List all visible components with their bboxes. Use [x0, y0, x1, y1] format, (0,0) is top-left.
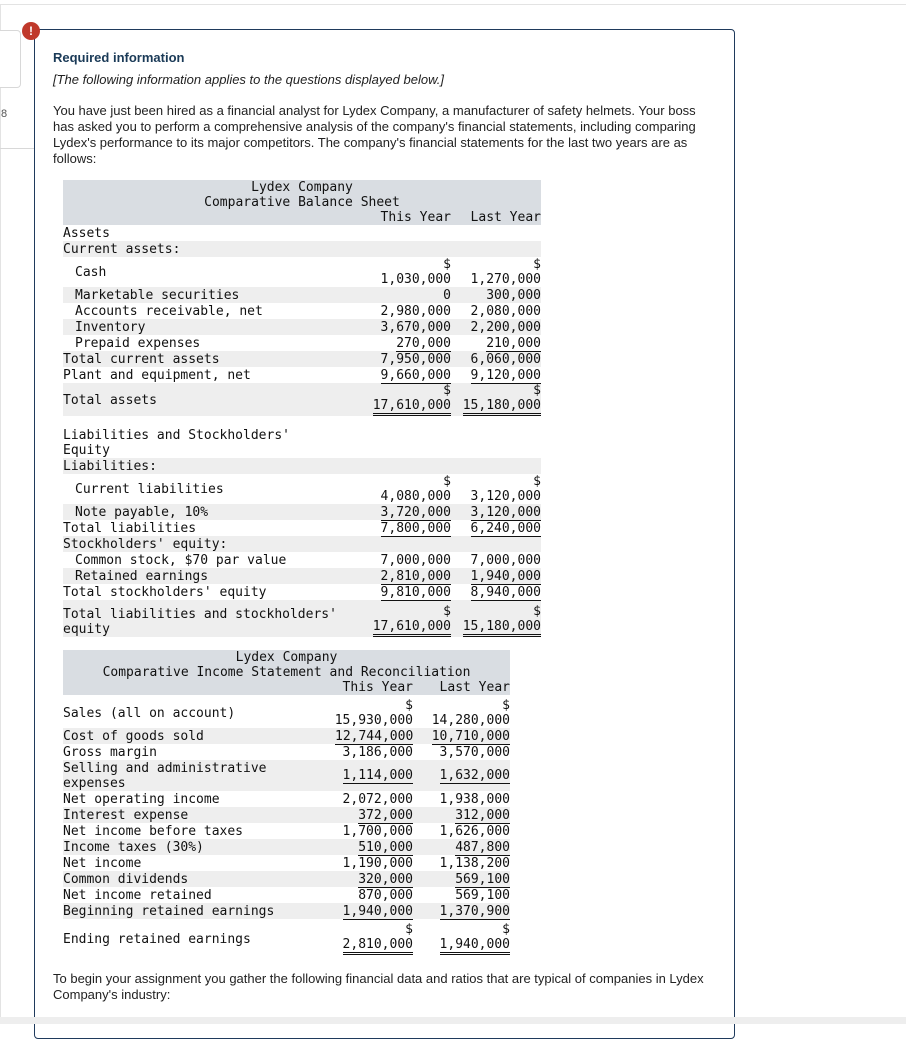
is-sales-this-sym: $ [405, 698, 413, 713]
is-beginning-re-label: Beginning retained earnings [63, 904, 275, 919]
bs-common-stock-last: 7,000,000 [470, 553, 541, 568]
bs-current-liabilities-last-sym: $ [533, 474, 541, 489]
table-row [63, 319, 541, 335]
income-statement-header [63, 650, 510, 695]
bs-cash-label: Cash [75, 265, 107, 280]
bs-current-liabilities-last: 3,120,000 [470, 489, 541, 504]
bs-receivable-label: Accounts receivable, net [75, 304, 263, 319]
bs-prepaid-last: 210,000 [486, 336, 541, 351]
bs-receivable-this: 2,980,000 [380, 304, 451, 319]
is-gross-margin-last: 3,570,000 [439, 745, 510, 760]
bs-inventory-last: 2,200,000 [470, 320, 541, 335]
bs-total-assets-last-sym: $ [533, 383, 541, 398]
bs-total-current-assets-last: 6,060,000 [470, 352, 541, 367]
is-beginning-re-this: 1,940,000 [342, 904, 413, 919]
is-sga-label-2: expenses [63, 776, 126, 791]
bs-cash-last: 1,270,000 [470, 272, 541, 287]
is-dividends-last: 569,100 [455, 872, 510, 887]
exclamation-icon: ! [22, 22, 40, 40]
question-nav-tab[interactable] [0, 30, 21, 88]
bs-plant-this: 9,660,000 [380, 368, 451, 383]
is-cogs-this: 12,744,000 [335, 729, 414, 744]
is-ending-re-this-sym: $ [405, 922, 413, 937]
is-taxes-this: 510,000 [358, 840, 413, 855]
is-gross-margin-label: Gross margin [63, 745, 157, 760]
is-sga-this: 1,114,000 [342, 768, 413, 783]
bs-equity-label: Stockholders' equity: [63, 537, 228, 552]
bs-total-assets-this-sym: $ [443, 383, 451, 398]
bs-total-assets-this: 17,610,000 [373, 398, 451, 416]
bs-total-liab-equity-label-2: equity [63, 622, 110, 637]
is-retained-ni-this: 870,000 [358, 888, 413, 903]
table-row [63, 504, 541, 520]
bs-total-liab-equity-last: 15,180,000 [463, 619, 541, 637]
is-company: Lydex Company [235, 650, 338, 665]
panel-title: Required information [53, 50, 185, 65]
bs-plant-label: Plant and equipment, net [63, 368, 251, 383]
is-net-income-label: Net income [63, 856, 142, 871]
table-row [63, 303, 541, 319]
table-row [63, 351, 541, 367]
bs-cash-this-sym: $ [443, 257, 451, 272]
bs-current-assets-label: Current assets: [63, 242, 181, 257]
bs-securities-last: 300,000 [486, 288, 541, 303]
is-col-last-year: Last Year [439, 680, 510, 695]
bs-total-assets-last: 15,180,000 [463, 398, 541, 416]
bs-company: Lydex Company [251, 180, 353, 195]
is-cogs-last: 10,710,000 [431, 729, 510, 744]
table-row [63, 257, 541, 287]
bs-receivable-last: 2,080,000 [470, 304, 541, 319]
bs-liab-equity-label-2: Equity [63, 443, 110, 458]
table-row [63, 536, 541, 552]
bs-title: Comparative Balance Sheet [204, 195, 400, 210]
bs-total-liabilities-this: 7,800,000 [380, 521, 451, 536]
is-sales-this: 15,930,000 [334, 713, 413, 728]
bs-total-liab-equity-label-1: Total liabilities and stockholders' [63, 607, 337, 622]
question-number[interactable]: 8 [1, 108, 8, 120]
bs-inventory-label: Inventory [75, 320, 146, 335]
bs-total-equity-label: Total stockholders' equity [63, 585, 267, 600]
bs-total-liab-equity-this-sym: $ [443, 604, 451, 619]
table-row [63, 584, 541, 600]
bs-securities-this: 0 [443, 288, 451, 303]
table-row [63, 383, 541, 416]
table-row [63, 427, 541, 458]
bs-common-stock-label: Common stock, $70 par value [75, 553, 287, 568]
bs-total-current-assets-label: Total current assets [63, 352, 220, 367]
table-row [63, 552, 541, 568]
is-noi-this: 2,072,000 [342, 792, 413, 807]
bs-total-liabilities-last: 6,240,000 [470, 521, 541, 536]
bs-common-stock-this: 7,000,000 [380, 553, 451, 568]
table-row [63, 823, 510, 839]
bs-assets-label: Assets [63, 226, 110, 241]
intro-paragraph: You have just been hired as a financial analyst for Lydex Company, a manufacturer of safety helmets. Your boss has asked you to perform a comprehensive analysis of the company's financial statements, including comparing Lydex's performance to its major competitors. The company's financial statements for the last two years are as follows: [53, 103, 696, 166]
is-taxes-label: Income taxes (30%) [63, 840, 204, 855]
table-row [63, 919, 510, 955]
is-col-this-year: This Year [342, 680, 413, 695]
bs-total-equity-this: 9,810,000 [380, 585, 451, 600]
table-row [63, 600, 541, 637]
is-ending-re-last: 1,940,000 [440, 937, 510, 955]
table-row [63, 855, 510, 871]
table-row [63, 871, 510, 887]
bs-current-liabilities-this-sym: $ [443, 474, 451, 489]
table-row [63, 728, 510, 744]
bs-retained-this: 2,810,000 [380, 569, 451, 584]
is-taxes-last: 487,800 [455, 840, 510, 855]
is-interest-last: 312,000 [455, 808, 510, 823]
bs-prepaid-label: Prepaid expenses [75, 336, 201, 351]
table-row [63, 335, 541, 351]
bs-total-liab-equity-last-sym: $ [533, 604, 541, 619]
table-row [63, 225, 541, 241]
bottom-scroll-bar [0, 1017, 906, 1024]
is-dividends-this: 320,000 [358, 872, 413, 887]
table-row [63, 839, 510, 855]
balance-sheet-table [63, 180, 541, 637]
table-row [63, 287, 541, 303]
is-retained-ni-last: 569,100 [455, 888, 510, 903]
is-ending-re-label: Ending retained earnings [63, 931, 251, 947]
is-nibt-label: Net income before taxes [63, 824, 244, 839]
is-sga-label-1: Selling and administrative [63, 761, 267, 776]
is-sga-last: 1,632,000 [439, 768, 510, 783]
table-row [63, 903, 510, 919]
is-sales-label: Sales (all on account) [63, 706, 236, 721]
outro-paragraph: To begin your assignment you gather the following financial data and ratios that are typical of companies in Lydex Company's industry: [53, 971, 704, 1002]
bs-note-payable-this: 3,720,000 [380, 505, 451, 520]
bs-total-assets-label: Total assets [63, 392, 157, 408]
is-sales-last-sym: $ [502, 698, 510, 713]
panel-subtitle: [The following information applies to the questions displayed below.] [53, 72, 444, 87]
table-row [63, 568, 541, 584]
balance-sheet-header [63, 180, 541, 225]
income-statement-table [63, 650, 510, 955]
table-row [63, 458, 541, 474]
table-row [63, 744, 510, 760]
table-row [63, 698, 510, 728]
top-rule [0, 4, 906, 5]
is-interest-this: 372,000 [358, 808, 413, 823]
bs-liab-equity-label-1: Liabilities and Stockholders' [63, 428, 290, 443]
bs-retained-last: 1,940,000 [470, 569, 541, 584]
bs-cash-this: 1,030,000 [380, 272, 451, 287]
table-row [63, 807, 510, 823]
is-ending-re-last-sym: $ [502, 922, 510, 937]
bs-total-liabilities-label: Total liabilities [63, 521, 197, 536]
bs-note-payable-label: Note payable, 10% [75, 505, 209, 520]
bs-col-last-year: Last Year [470, 210, 541, 225]
is-nibt-this: 1,700,000 [342, 824, 413, 839]
bs-total-liab-equity-this: 17,610,000 [373, 619, 451, 637]
bs-securities-label: Marketable securities [75, 288, 240, 303]
is-net-income-last: 1,138,200 [439, 856, 510, 871]
is-net-income-this: 1,190,000 [342, 856, 413, 871]
is-noi-last: 1,938,000 [439, 792, 510, 807]
is-gross-margin-this: 3,186,000 [342, 745, 413, 760]
bs-col-this-year: This Year [380, 210, 451, 225]
table-row [63, 887, 510, 903]
bs-note-payable-last: 3,120,000 [470, 505, 541, 520]
bs-cash-last-sym: $ [533, 257, 541, 272]
table-row [63, 520, 541, 536]
bs-liabilities-label: Liabilities: [63, 459, 157, 474]
bs-current-liabilities-this: 4,080,000 [380, 489, 451, 504]
is-sales-last: 14,280,000 [431, 713, 510, 728]
bs-current-liabilities-label: Current liabilities [75, 482, 224, 497]
bs-total-equity-last: 8,940,000 [470, 585, 541, 600]
bs-total-current-assets-this: 7,950,000 [380, 352, 451, 367]
bs-retained-label: Retained earnings [75, 569, 209, 584]
is-nibt-last: 1,626,000 [439, 824, 510, 839]
is-cogs-label: Cost of goods sold [63, 729, 204, 744]
is-retained-ni-label: Net income retained [63, 888, 212, 903]
side-divider [0, 148, 34, 149]
table-row [63, 241, 541, 257]
is-title: Comparative Income Statement and Reconciliation [102, 665, 471, 680]
bs-inventory-this: 3,670,000 [380, 320, 451, 335]
left-rail [0, 5, 1, 1024]
is-ending-re-this: 2,810,000 [343, 937, 413, 955]
bs-plant-last: 9,120,000 [470, 368, 541, 383]
is-dividends-label: Common dividends [63, 872, 189, 887]
table-row [63, 791, 510, 807]
table-row [63, 760, 510, 791]
is-interest-label: Interest expense [63, 808, 189, 823]
is-noi-label: Net operating income [63, 792, 220, 807]
is-beginning-re-last: 1,370,900 [439, 904, 510, 919]
table-row [63, 474, 541, 504]
bs-prepaid-this: 270,000 [396, 336, 451, 351]
table-row [63, 367, 541, 383]
